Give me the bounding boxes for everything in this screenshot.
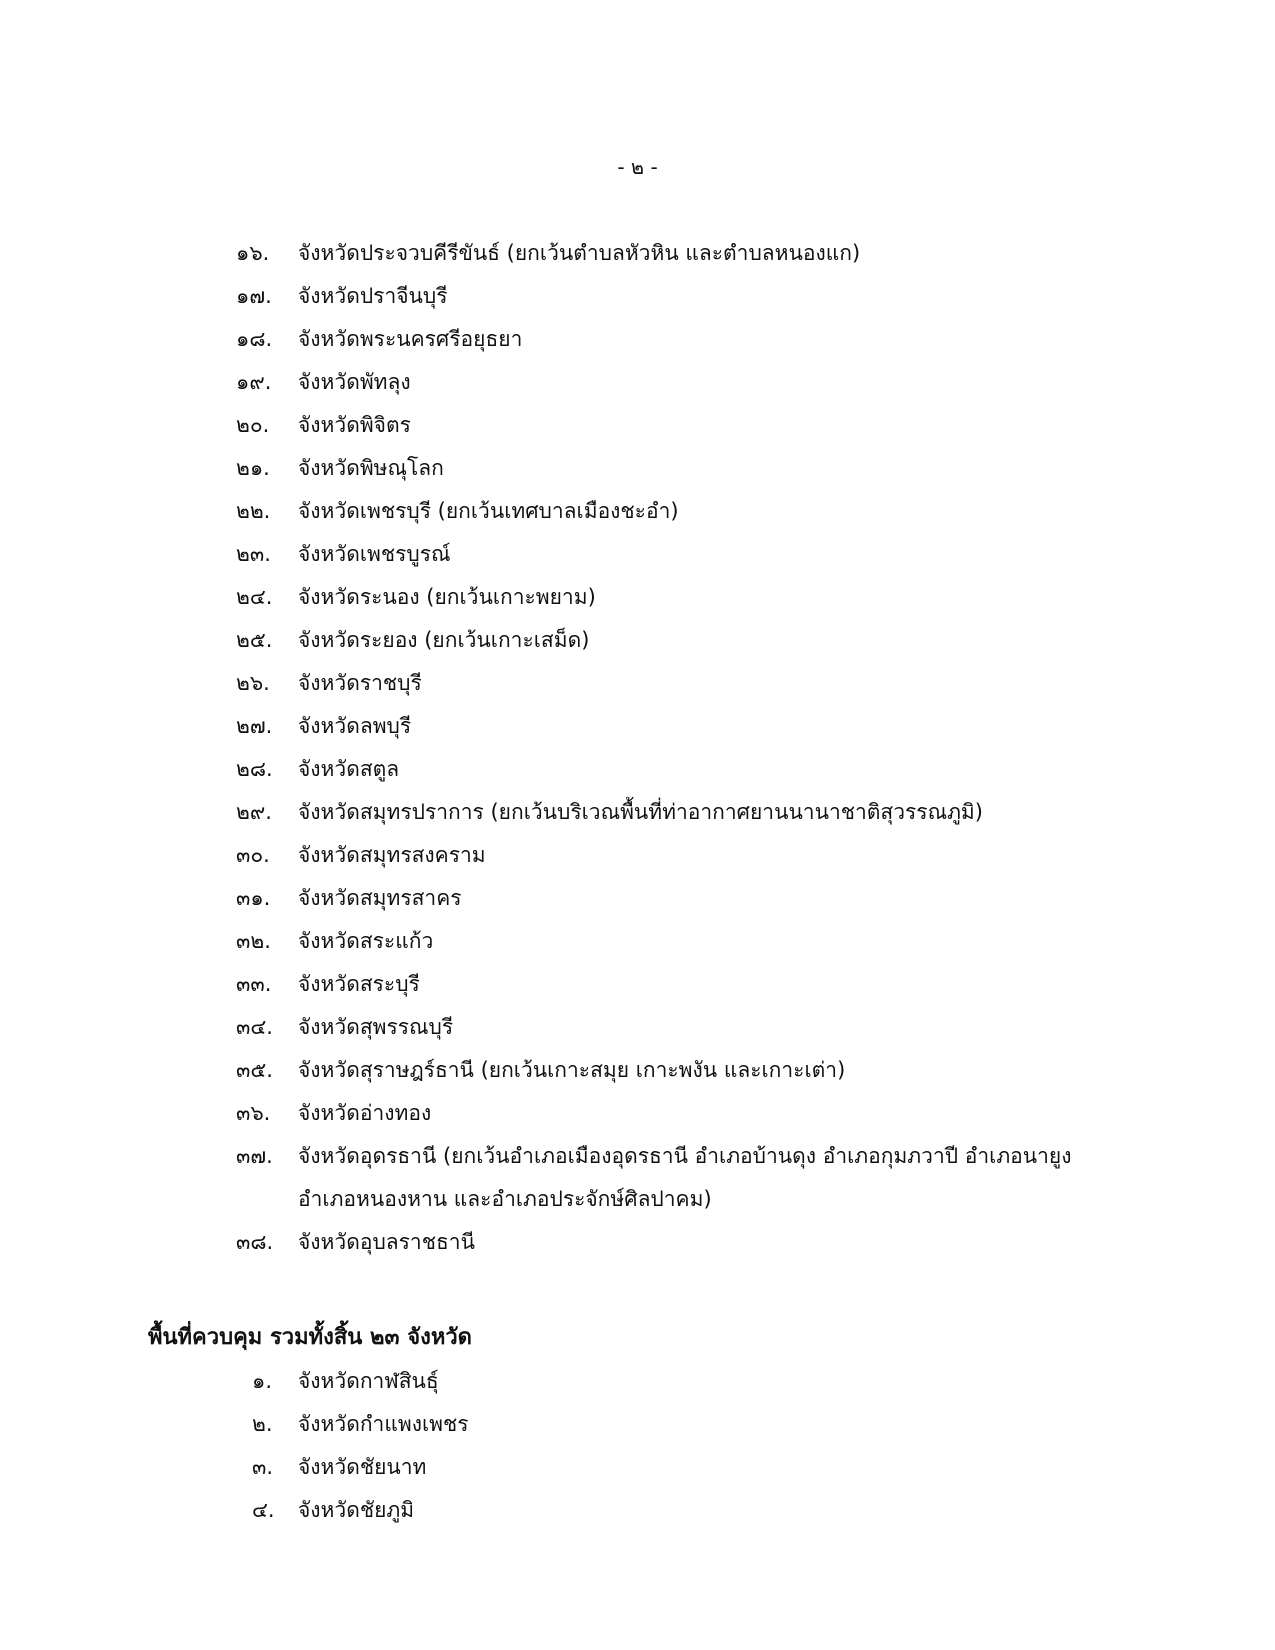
item-number: ๑๘. xyxy=(236,327,273,351)
item-text: จังหวัดพัทลุง xyxy=(298,370,411,394)
item-number: ๒๗. xyxy=(236,714,273,738)
item-number: ๒๒. xyxy=(236,499,271,523)
item-text: จังหวัดราชบุรี xyxy=(298,671,422,695)
item-text: จังหวัดสุพรรณบุรี xyxy=(298,1015,454,1039)
item-text: จังหวัดชัยนาท xyxy=(298,1455,427,1479)
item-text: จังหวัดลพบุรี xyxy=(298,714,412,738)
item-number: ๑. xyxy=(252,1369,273,1393)
section-heading-controlled-areas: พื้นที่ควบคุม รวมทั้งสิ้น ๒๓ จังหวัด xyxy=(148,1325,472,1350)
item-text-continuation: อำเภอหนองหาน และอำเภอประจักษ์ศิลปาคม) xyxy=(298,1187,712,1211)
item-number: ๔. xyxy=(252,1498,275,1522)
item-text: จังหวัดอ่างทอง xyxy=(298,1101,432,1125)
page-number: - ๒ - xyxy=(617,155,658,179)
item-number: ๒๐. xyxy=(236,413,270,437)
item-number: ๓๗. xyxy=(236,1144,273,1168)
item-text: จังหวัดสระแก้ว xyxy=(298,929,434,953)
item-text: จังหวัดพิษณุโลก xyxy=(298,456,444,480)
item-number: ๒๑. xyxy=(236,456,270,480)
item-text: จังหวัดพิจิตร xyxy=(298,413,411,437)
item-text: จังหวัดสมุทรปราการ (ยกเว้นบริเวณพื้นที่ท่าอากาศยานนานาชาติสุวรรณภูมิ) xyxy=(298,800,983,824)
item-number: ๒๘. xyxy=(236,757,273,781)
item-number: ๓๖. xyxy=(236,1101,271,1125)
item-number: ๒๙. xyxy=(236,800,272,824)
item-text: จังหวัดสตูล xyxy=(298,757,400,781)
item-number: ๓๑. xyxy=(236,886,271,910)
item-text: จังหวัดสระบุรี xyxy=(298,972,420,996)
item-number: ๒๓. xyxy=(236,542,271,566)
item-text: จังหวัดอุบลราชธานี xyxy=(298,1230,475,1254)
item-number: ๑๙. xyxy=(236,370,272,394)
item-text: จังหวัดสมุทรสงคราม xyxy=(298,843,486,867)
item-text: จังหวัดชัยภูมิ xyxy=(298,1498,415,1522)
item-number: ๓๒. xyxy=(236,929,271,953)
item-text: จังหวัดประจวบคีรีขันธ์ (ยกเว้นตำบลหัวหิน และตำบลหนองแก) xyxy=(298,241,861,265)
item-number: ๒๖. xyxy=(236,671,270,695)
item-number: ๑๗. xyxy=(236,284,272,308)
item-number: ๓๓. xyxy=(236,972,272,996)
item-text: จังหวัดอุดรธานี (ยกเว้นอำเภอเมืองอุดรธานี อำเภอบ้านดุง อำเภอกุมภวาปี อำเภอนายูง xyxy=(298,1144,1072,1168)
item-text: จังหวัดกำแพงเพชร xyxy=(298,1412,469,1436)
item-text: จังหวัดพระนครศรีอยุธยา xyxy=(298,327,523,351)
item-number: ๓๐. xyxy=(236,843,270,867)
item-text: จังหวัดสุราษฎร์ธานี (ยกเว้นเกาะสมุย เกาะพงัน และเกาะเต่า) xyxy=(298,1058,846,1082)
item-number: ๓. xyxy=(252,1455,274,1479)
item-text: จังหวัดสมุทรสาคร xyxy=(298,886,462,910)
item-number: ๒๕. xyxy=(236,628,273,652)
item-text: จังหวัดปราจีนบุรี xyxy=(298,284,448,308)
item-number: ๓๘. xyxy=(236,1230,274,1254)
item-number: ๓๕. xyxy=(236,1058,273,1082)
item-number: ๒๔. xyxy=(236,585,273,609)
item-text: จังหวัดเพชรบูรณ์ xyxy=(298,542,451,566)
item-number: ๒. xyxy=(252,1412,273,1436)
item-text: จังหวัดเพชรบุรี (ยกเว้นเทศบาลเมืองชะอำ) xyxy=(298,499,679,523)
item-text: จังหวัดระยอง (ยกเว้นเกาะเสม็ด) xyxy=(298,628,590,652)
item-number: ๑๖. xyxy=(236,241,270,265)
item-text: จังหวัดกาฬสินธุ์ xyxy=(298,1369,439,1393)
item-number: ๓๔. xyxy=(236,1015,273,1039)
item-text: จังหวัดระนอง (ยกเว้นเกาะพยาม) xyxy=(298,585,596,609)
